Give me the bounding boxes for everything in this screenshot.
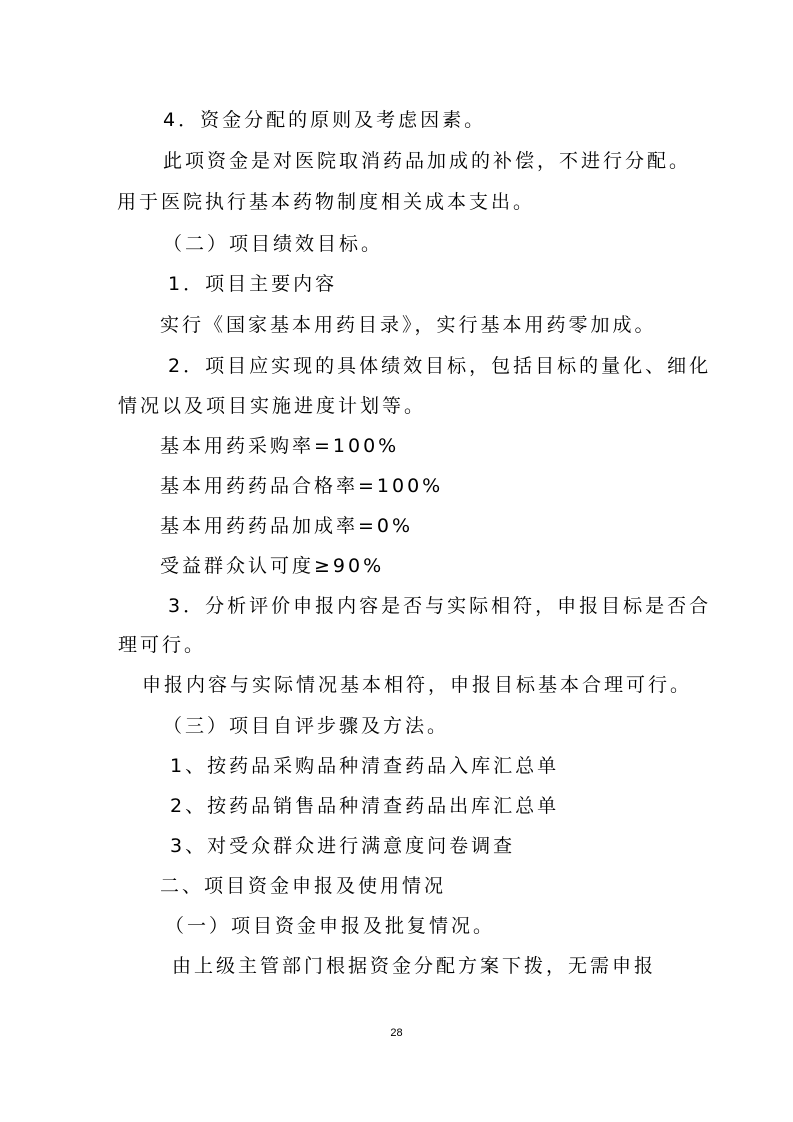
text-line: 3、对受众群众进行满意度问卷调查 [170, 835, 516, 857]
text-line: 基本用药药品合格率=100% [160, 475, 444, 497]
page-number: 28 [390, 1027, 403, 1039]
text-line: 1．项目主要内容 [168, 273, 338, 295]
text-line: 2、按药品销售品种清查药品出库汇总单 [170, 795, 560, 817]
text-line: 受益群众认可度≥90% [160, 555, 385, 577]
text-line: 1、按药品采购品种清查药品入库汇总单 [170, 755, 560, 777]
text-line: 由上级主管部门根据资金分配方案下拨，无需申报 [172, 955, 657, 977]
text-line: （一）项目资金申报及批复情况。 [165, 915, 496, 937]
text-line: 二、项目资金申报及使用情况 [160, 875, 447, 897]
text-line: 基本用药采购率=100% [160, 435, 400, 457]
text-line: 基本用药药品加成率=0% [160, 515, 414, 537]
text-line: 4．资金分配的原则及考虑因素。 [163, 109, 487, 131]
text-line: 此项资金是对医院取消药品加成的补偿，不进行分配。 [163, 150, 692, 172]
text-line: （二）项目绩效目标。 [163, 233, 384, 255]
text-line: 用于医院执行基本药物制度相关成本支出。 [117, 191, 536, 213]
text-line: 2．项目应实现的具体绩效目标，包括目标的量化、细化 [168, 355, 712, 377]
text-line: （三）项目自评步骤及方法。 [163, 715, 450, 737]
text-line: 申报内容与实际情况基本相符，申报目标基本合理可行。 [142, 674, 693, 696]
text-line: 实行《国家基本用药目录》，实行基本用药零加成。 [160, 314, 657, 336]
text-line: 情况以及项目实施进度计划等。 [118, 395, 427, 417]
text-line: 理可行。 [118, 634, 207, 656]
text-line: 3．分析评价申报内容是否与实际相符，申报目标是否合 [168, 595, 712, 617]
